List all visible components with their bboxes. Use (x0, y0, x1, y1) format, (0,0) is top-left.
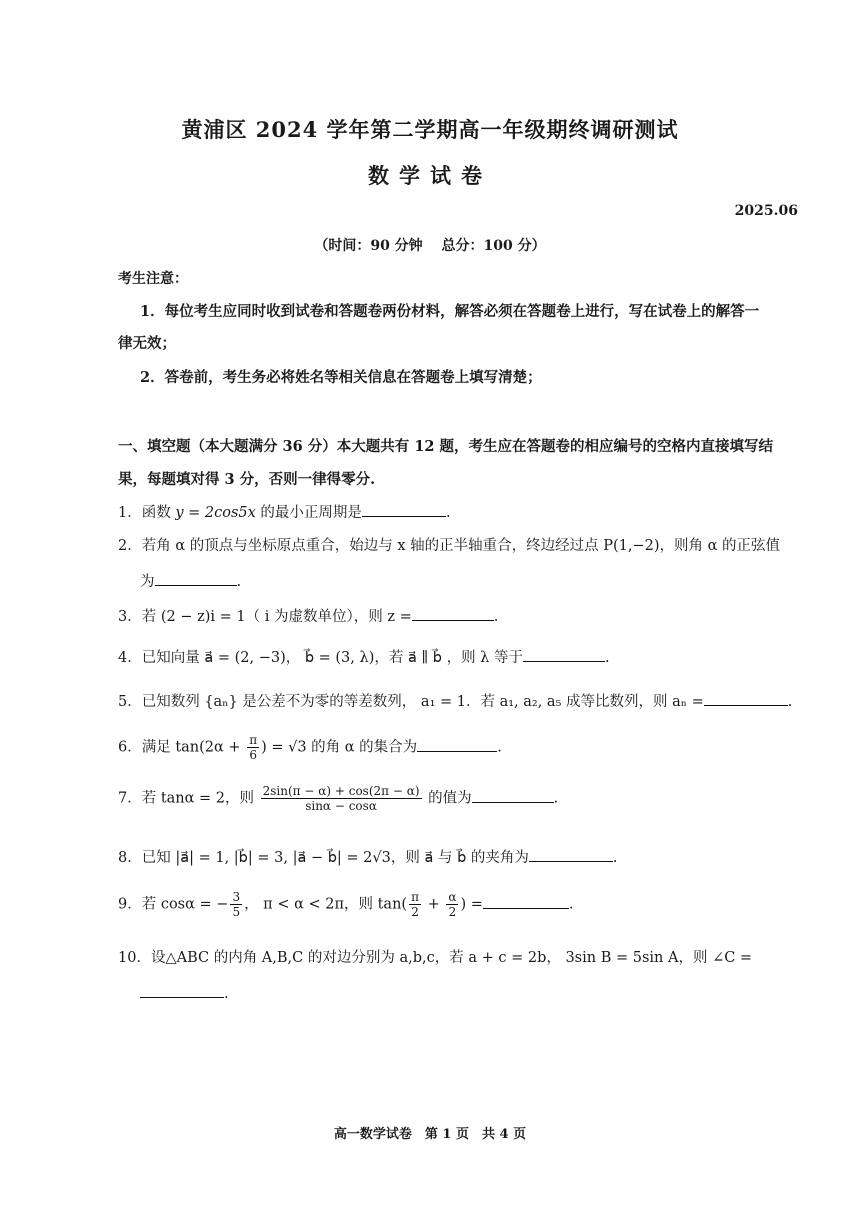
answer-blank[interactable] (472, 790, 554, 803)
q6-prefix: 6．满足 tan(2α + (118, 739, 246, 756)
q4-end: . (604, 650, 610, 666)
answer-blank[interactable] (412, 608, 494, 621)
section-1-intro-cont: 果，每题填对得 3 分，否则一律得零分. (118, 471, 376, 488)
q10-end: . (224, 986, 229, 1002)
q5-end: . (787, 694, 793, 710)
question-3 (118, 605, 498, 626)
q7-mid: 的值为 (423, 790, 472, 807)
question-6 (118, 733, 502, 762)
section-1-intro: 一、填空题（本大题满分 36 分）本大题共有 12 题，考生应在答题卷的相应编号的空格内直接填写结 (118, 438, 774, 455)
question-4 (118, 646, 610, 667)
answer-blank[interactable] (483, 896, 569, 909)
question-9 (118, 890, 573, 919)
q9-end: . (568, 896, 574, 913)
q5-text: 5．已知数列 {aₙ} 是公差不为零的等差数列， a₁ = 1．若 a₁, a₂, a₅ 成等比数列，则 aₙ = (118, 694, 704, 710)
q1-suffix: 的最小正周期是 (255, 505, 362, 521)
q7-fraction (261, 784, 422, 813)
page-footer: 高一数学试卷 第 1 页 共 4 页 (333, 1127, 527, 1142)
answer-blank[interactable] (529, 849, 613, 862)
q9-f1-num: 3 (232, 890, 241, 904)
q7-frac-num: 2sin(π − α) + cos(2π − α) (262, 784, 420, 798)
q9-plus: + (422, 896, 445, 913)
exam-date: 2025.06 (734, 203, 798, 219)
q6-frac-den: 6 (249, 748, 257, 762)
q6-fraction (247, 733, 259, 762)
notice-heading: 考生注意： (118, 271, 188, 287)
q3-text: 3．若 (2 − z)i = 1（ i 为虚数单位），则 z = (118, 609, 412, 625)
q9-mid-2: ) = (460, 896, 483, 913)
q8-end: . (612, 850, 618, 866)
q9-fraction-2 (409, 890, 421, 919)
q7-prefix: 7．若 tanα = 2，则 (118, 790, 259, 807)
q2-prefix: 为 (140, 574, 155, 590)
notice-item-1: 1．每位考生应同时收到试卷和答题卷两份材料，解答必须在答题卷上进行，写在试卷上的解答一 (140, 303, 760, 320)
question-8 (118, 846, 618, 867)
question-10-cont (140, 985, 229, 1002)
q9-f2-den: 2 (411, 905, 419, 919)
q2-end: . (236, 574, 242, 590)
q9-fraction-3 (446, 890, 458, 919)
question-2: 2．若角 α 的顶点与坐标原点重合，始边与 x 轴的正半轴重合，终边经过点 P(1,−2)，则角 α 的正弦值 (118, 538, 781, 554)
q3-end: . (493, 609, 499, 625)
exam-meta: （时间：90 分钟 总分：100 分） (314, 238, 546, 254)
question-7 (118, 784, 558, 813)
q9-f3-den: 2 (448, 905, 457, 919)
exam-title: 黄浦区 2024 学年第二学期高一年级期终调研测试 (181, 117, 679, 142)
q7-frac-den: sinα − cosα (305, 799, 377, 813)
answer-blank[interactable] (362, 504, 446, 517)
question-5 (118, 690, 792, 711)
q9-prefix: 9．若 cosα = − (118, 896, 229, 913)
answer-blank[interactable] (155, 573, 237, 586)
q6-mid: ) = √3 的角 α 的集合为 (261, 739, 418, 756)
q9-f1-den: 5 (232, 905, 241, 919)
q1-prefix: 1．函数 (118, 505, 176, 521)
q9-mid-1: ， π < α < 2π，则 tan( (244, 896, 408, 913)
answer-blank[interactable] (523, 649, 605, 662)
q7-end: . (553, 790, 559, 807)
notice-item-1-cont: 律无效； (118, 335, 176, 352)
q9-f3-num: α (448, 890, 457, 904)
q9-fraction-1 (230, 890, 242, 919)
q6-frac-num: π (249, 733, 258, 747)
notice-item-2: 2．答卷前，考生务必将姓名等相关信息在答题卷上填写清楚； (140, 369, 542, 386)
exam-subtitle: 数学试卷 (368, 163, 492, 188)
q9-f2-num: π (411, 890, 419, 904)
q8-text: 8．已知 |a⃗| = 1, |b⃗| = 3, |a⃗ − b⃗| = 2√3，则 a⃗ 与 b⃗ 的夹角为 (118, 850, 529, 866)
answer-blank[interactable] (704, 693, 788, 706)
question-2-cont (140, 570, 241, 591)
question-1 (118, 501, 451, 522)
q6-end: . (497, 739, 502, 756)
answer-blank[interactable] (417, 739, 497, 752)
question-10: 10．设△ABC 的内角 A,B,C 的对边分别为 a,b,c，若 a + c = 2b， 3sin B = 5sin A，则 ∠C = (118, 950, 753, 966)
q1-expression: y = 2cos5x (175, 505, 256, 521)
answer-blank[interactable] (140, 985, 224, 998)
q1-end: . (445, 505, 451, 521)
q4-text: 4．已知向量 a⃗ = (2, −3)， b⃗ = (3, λ)，若 a⃗ ∥ b⃗ ，则 λ 等于 (118, 650, 523, 666)
